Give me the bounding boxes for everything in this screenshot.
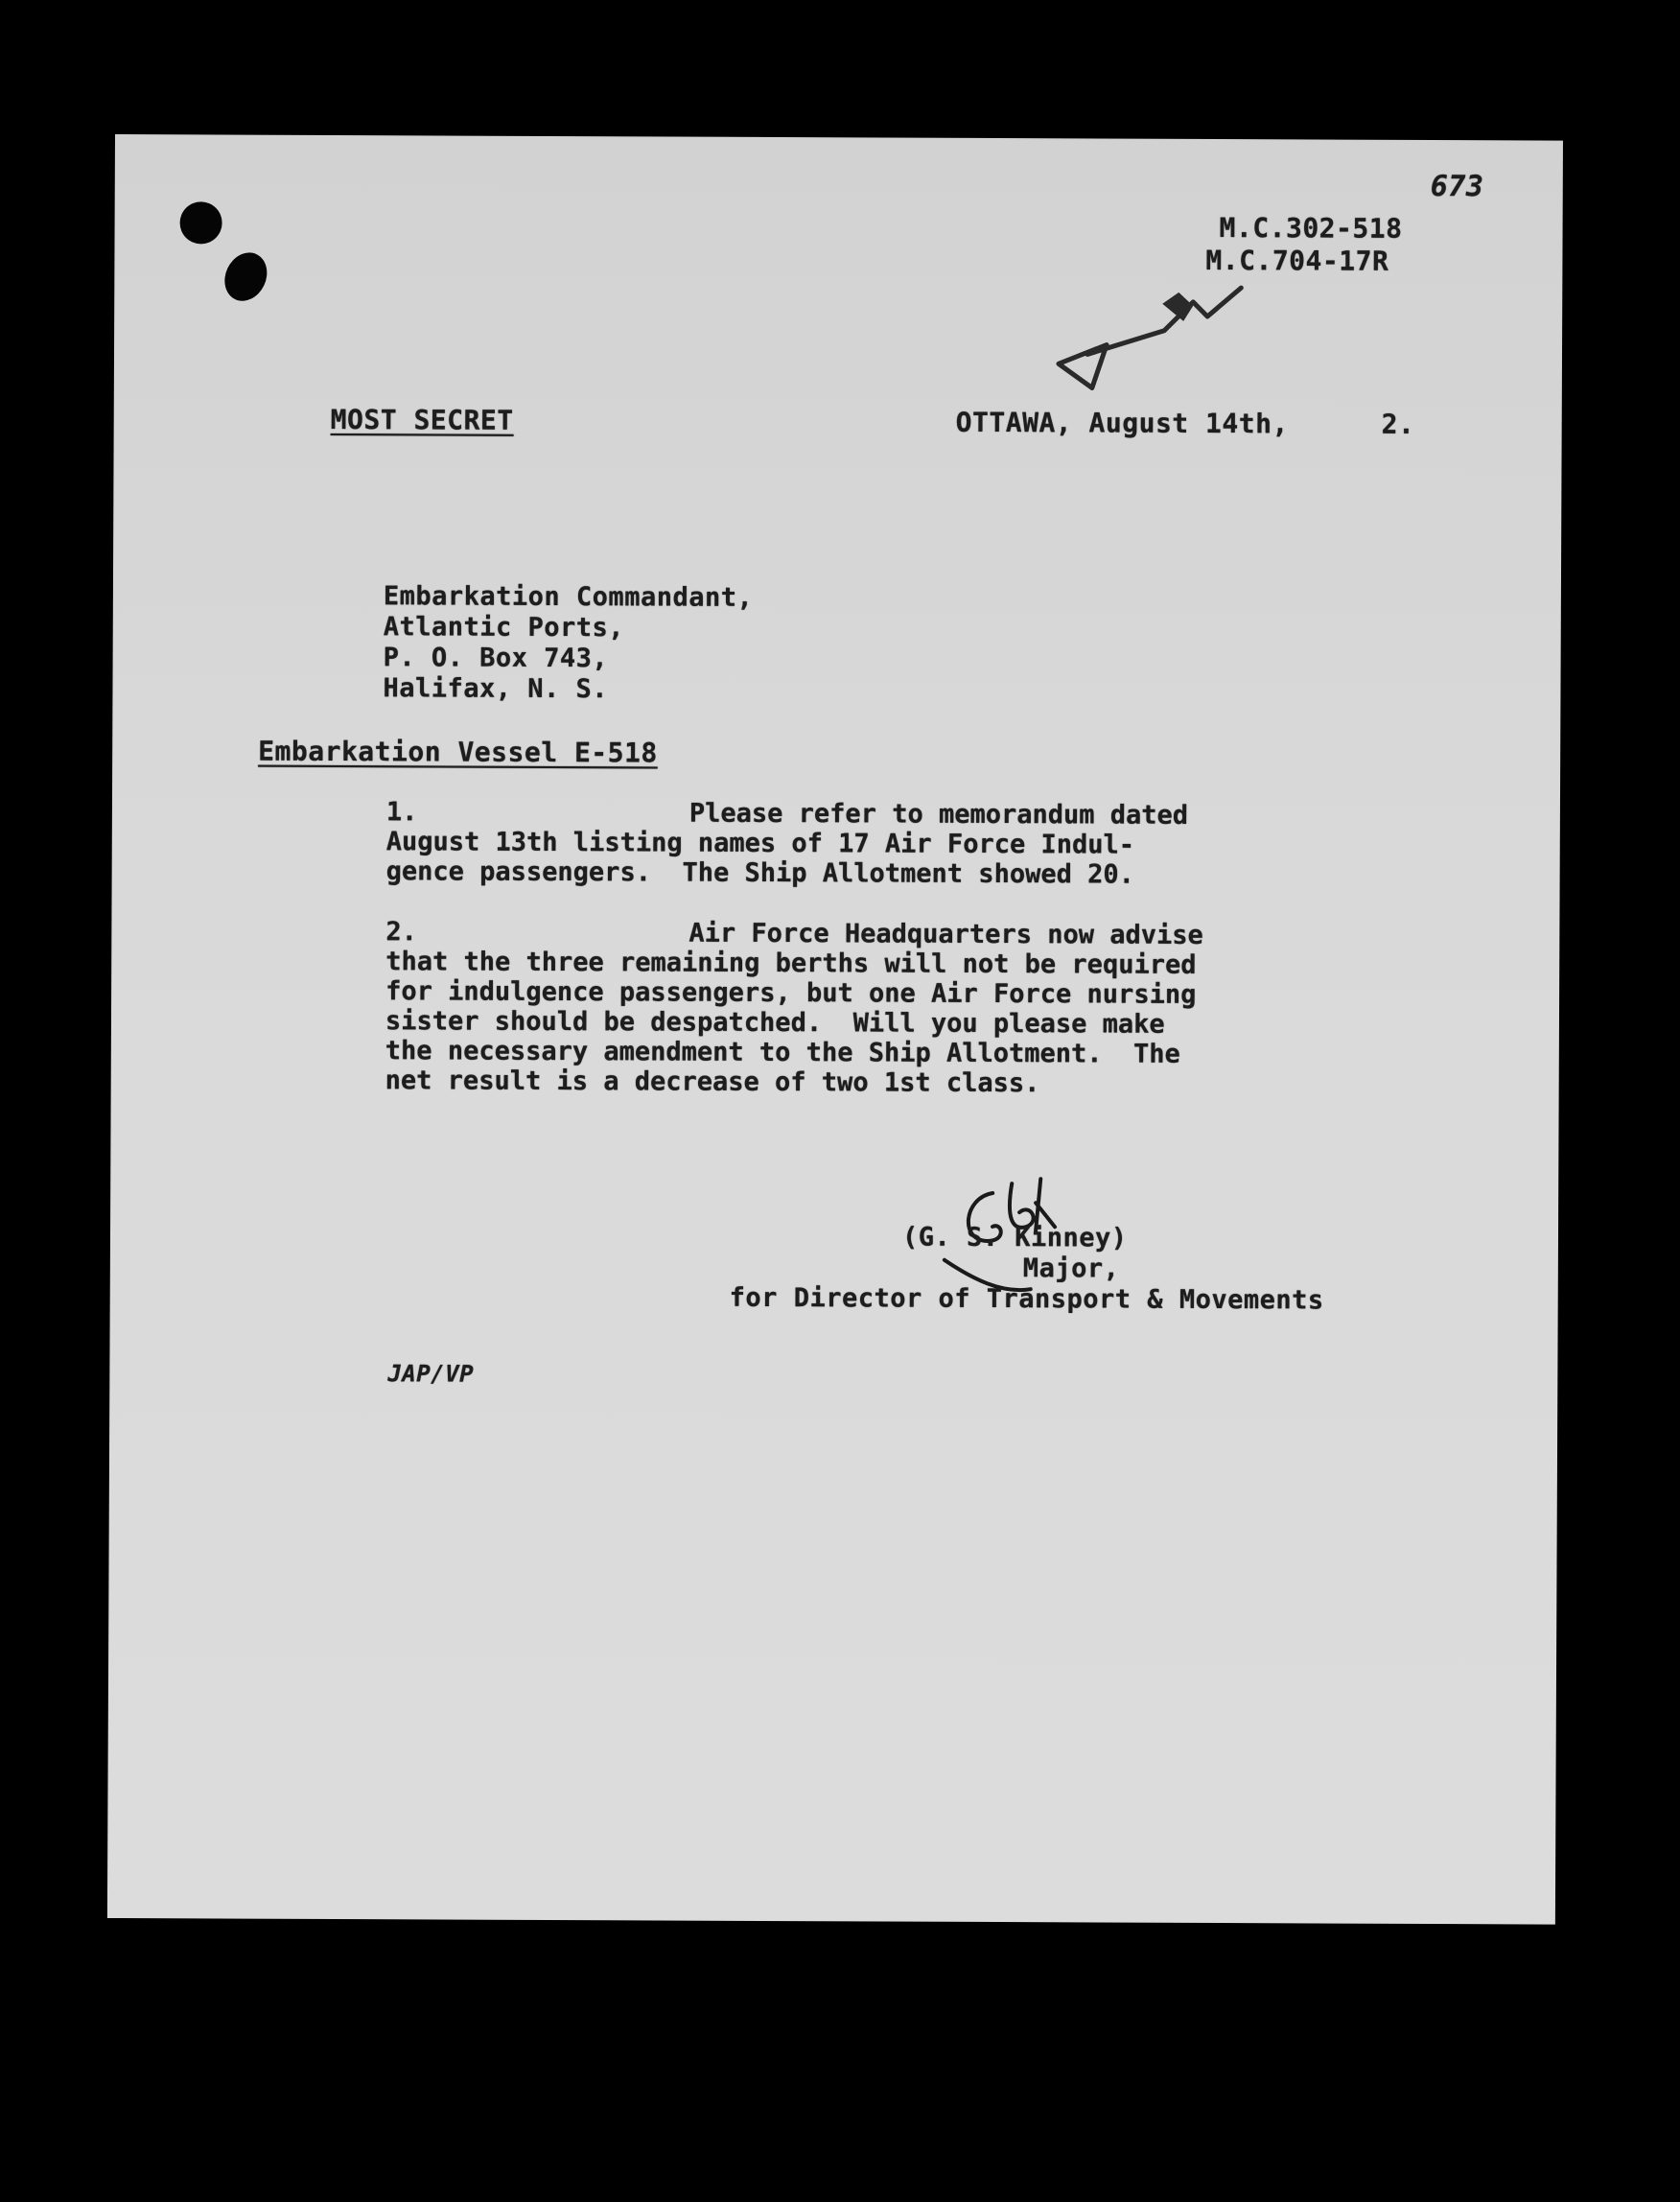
paragraph-1-line-3: gence passengers. The Ship Allotment showed 20. xyxy=(385,856,1134,890)
file-ref-2: M.C.704-17R xyxy=(1205,244,1389,277)
paragraph-2-number: 2. xyxy=(385,917,417,948)
paragraph-2-line-6: net result is a decrease of two 1st class. xyxy=(385,1066,1040,1099)
signature-name: (G. S. Kinney) xyxy=(901,1222,1128,1253)
addressee-line-1: Embarkation Commandant, xyxy=(383,581,754,613)
page-number: 673 xyxy=(1430,169,1484,204)
classification-heading: MOST SECRET xyxy=(330,403,514,436)
document-sheet xyxy=(107,134,1563,1925)
dateline: OTTAWA, August 14th, xyxy=(955,406,1289,440)
addressee-line-2: Atlantic Ports, xyxy=(383,612,625,644)
paragraph-1-line-1: Please refer to memorandum dated xyxy=(688,798,1189,831)
page-marker: 2. xyxy=(1381,408,1415,440)
paragraph-2-line-2: that the three remaining berths will not be required xyxy=(385,947,1197,980)
paragraph-2-line-1: Air Force Headquarters now advise xyxy=(688,918,1203,950)
paragraph-2-line-5: the necessary amendment to the Ship Allotment. The xyxy=(385,1036,1180,1069)
paragraph-1-number: 1. xyxy=(385,797,418,828)
subject-line: Embarkation Vessel E-518 xyxy=(258,735,658,769)
typist-initials: JAP/VP xyxy=(387,1360,475,1388)
addressee-line-4: Halifax, N. S. xyxy=(383,673,609,705)
signature-title: for Director of Transport & Movements xyxy=(729,1282,1324,1316)
signature-rank: Major, xyxy=(1022,1253,1120,1284)
punch-hole-bottom xyxy=(217,246,274,308)
paragraph-2-line-4: sister should be despatched. Will you please make xyxy=(385,1006,1165,1040)
punch-hole-top xyxy=(180,201,222,244)
paragraph-1-line-2: August 13th listing names of 17 Air Force Indul- xyxy=(385,827,1135,860)
paragraph-2-line-3: for indulgence passengers, but one Air Force nursing xyxy=(385,976,1197,1010)
file-ref-1: M.C.302-518 xyxy=(1219,212,1403,245)
handwritten-arrow-mark xyxy=(1049,263,1271,398)
addressee-line-3: P. O. Box 743, xyxy=(383,643,609,674)
